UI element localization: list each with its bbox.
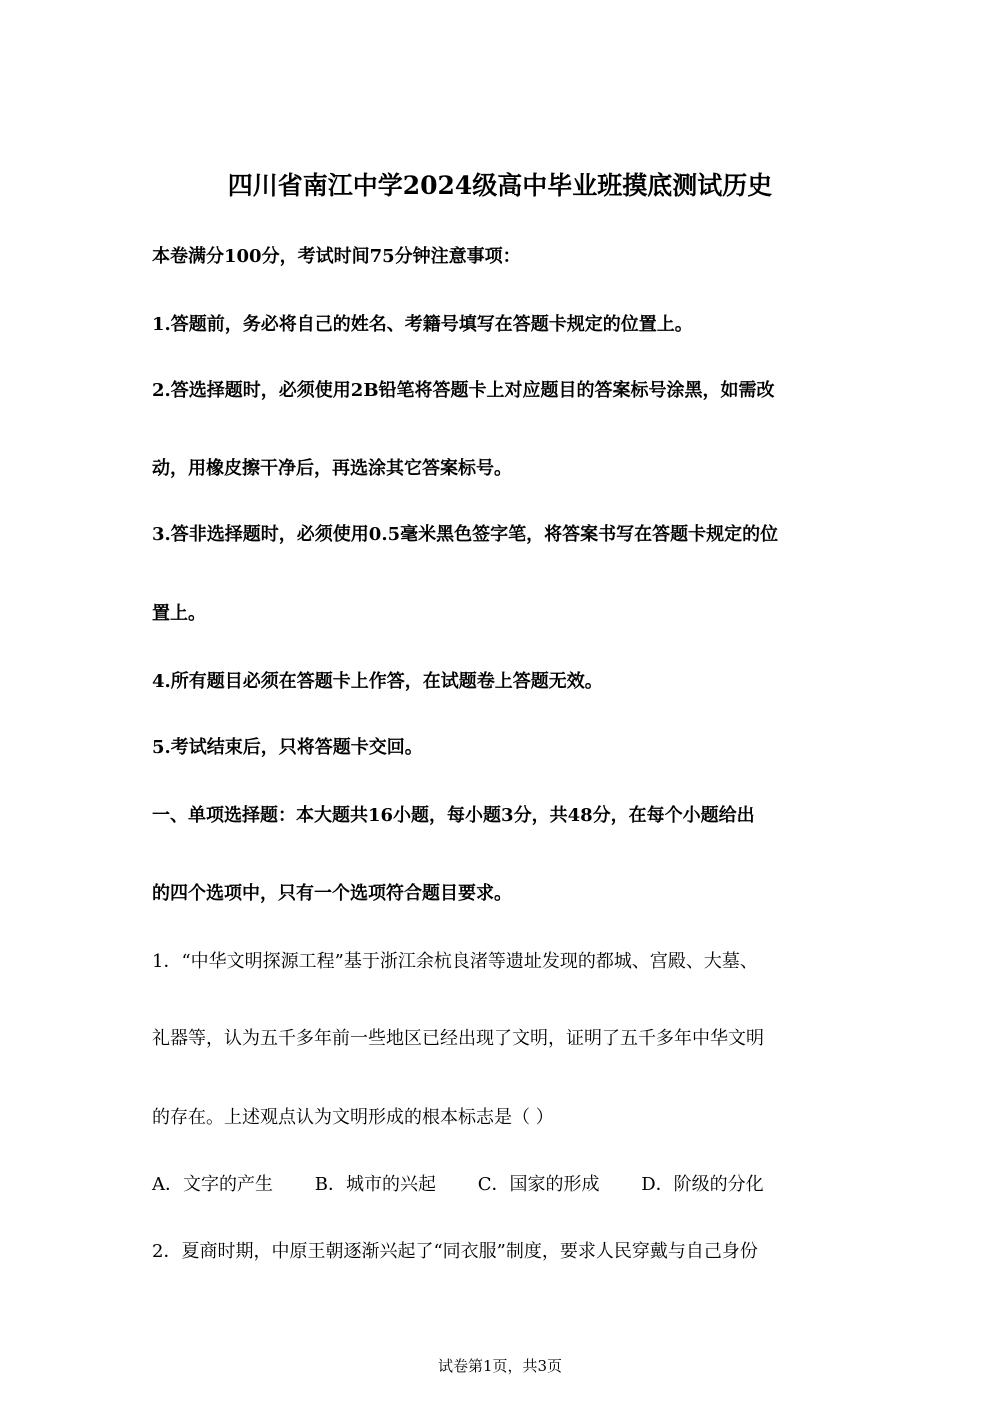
question-2-line-1: 2．夏商时期，中原王朝逐渐兴起了“同衣服”制度，要求人民穿戴与自己身份 [152,1241,758,1262]
notice-item-2-line-1: 2.答选择题时，必须使用2B铅笔将答题卡上对应题目的答案标号涂黑，如需改 [152,380,775,401]
question-1-line-3: 的存在。上述观点认为文明形成的根本标志是（ ） [152,1107,554,1128]
section-heading-line-1: 一、单项选择题：本大题共16小题，每小题3分，共48分，在每个小题给出 [152,805,755,826]
question-1-line-2: 礼器等，认为五千多年前一些地区已经出现了文明，证明了五千多年中华文明 [152,1028,764,1049]
notice-item-2-line-2: 动，用橡皮擦干净后，再选涂其它答案标号。 [152,458,512,479]
option-b: B．城市的兴起 [314,1174,436,1195]
question-1-options [152,1173,800,1197]
option-d: D．阶级的分化 [641,1174,764,1195]
notice-header: 本卷满分100分，考试时间75分钟注意事项： [152,246,521,267]
notice-item-3-line-2: 置上。 [152,603,206,624]
notice-item-1: 1.答题前，务必将自己的姓名、考籍号填写在答题卡规定的位置上。 [152,314,693,335]
option-a: A．文字的产生 [152,1174,273,1195]
section-heading-line-2: 的四个选项中，只有一个选项符合题目要求。 [152,883,512,904]
exam-title: 四川省南江中学2024级高中毕业班摸底测试历史 [227,171,773,200]
notice-item-5: 5.考试结束后，只将答题卡交回。 [152,737,423,758]
notice-item-4: 4.所有题目必须在答题卡上作答，在试题卷上答题无效。 [152,671,603,692]
page-footer: 试卷第1页，共3页 [437,1357,563,1375]
question-1-line-1: 1．“中华文明探源工程”基于浙江余杭良渚等遗址发现的都城、宫殿、大墓、 [152,951,758,972]
option-c: C．国家的形成 [477,1174,600,1195]
notice-item-3-line-1: 3.答非选择题时，必须使用0.5毫米黑色签字笔，将答案书写在答题卡规定的位 [152,524,779,545]
